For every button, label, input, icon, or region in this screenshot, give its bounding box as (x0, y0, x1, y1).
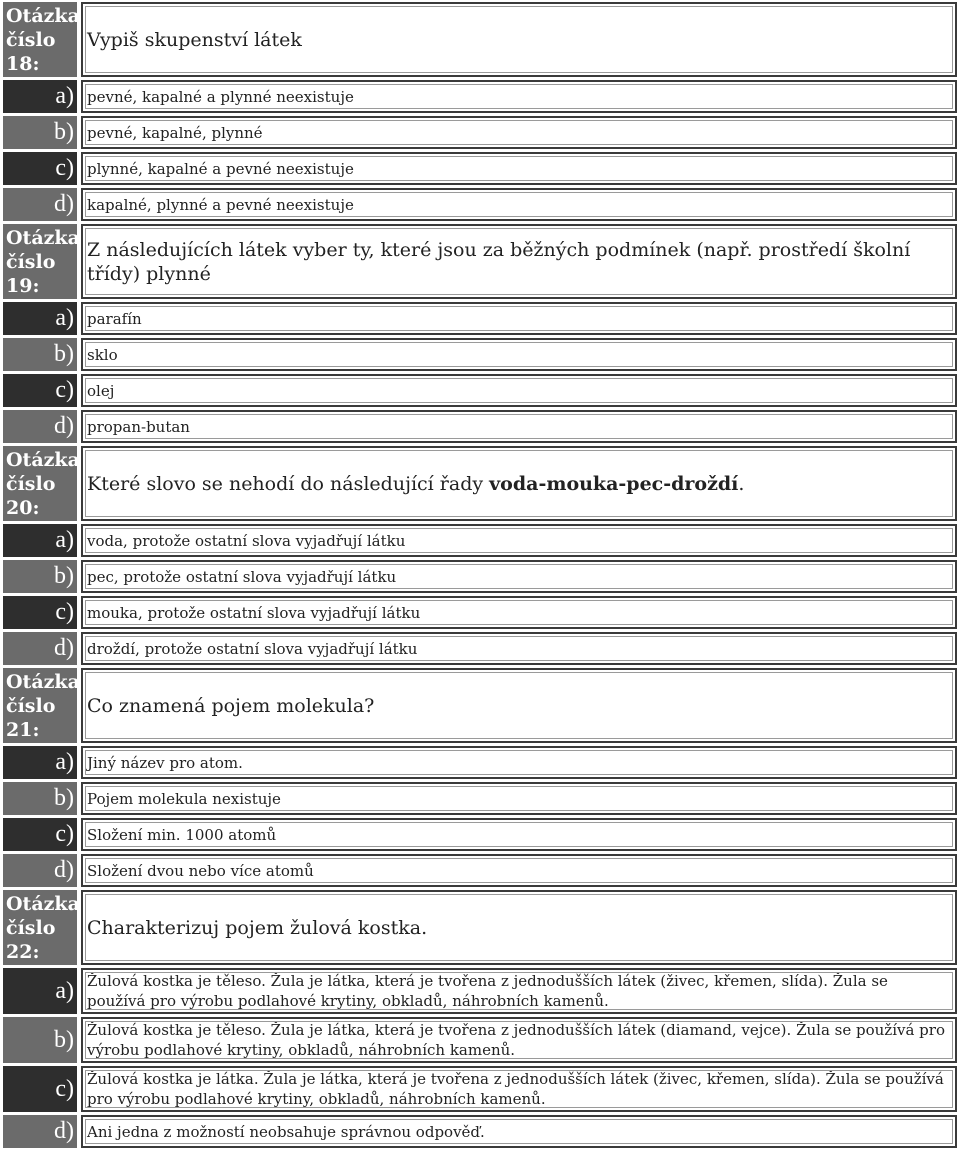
answer-text[interactable]: plynné, kapalné a pevné neexistuje (81, 152, 957, 185)
answer-option-row[interactable] (3, 1066, 957, 1112)
answer-option-row[interactable] (3, 632, 957, 665)
answer-letter: c) (3, 152, 77, 185)
answer-option-row[interactable] (3, 152, 957, 185)
question-number-label: Otázka číslo 22: (3, 890, 77, 965)
answer-option-row[interactable] (3, 854, 957, 887)
answer-option-row[interactable] (3, 782, 957, 815)
answer-letter: d) (3, 188, 77, 221)
question-19-header (3, 224, 957, 299)
answer-text[interactable]: propan-butan (81, 410, 957, 443)
answer-letter: b) (3, 782, 77, 815)
answer-text[interactable]: kapalné, plynné a pevné neexistuje (81, 188, 957, 221)
answer-option-row[interactable] (3, 560, 957, 593)
answer-option-row[interactable] (3, 410, 957, 443)
answer-text[interactable]: Žulová kostka je těleso. Žula je látka, která je tvořena z jednodušších látek (diamand, vejce). Žula se používá pro výrobu podlahové krytiny, obkladů, náhrobních kamenů. (81, 1017, 957, 1063)
answer-text[interactable]: Složení min. 1000 atomů (81, 818, 957, 851)
question-22-header (3, 890, 957, 965)
answer-letter: b) (3, 1017, 77, 1063)
answer-letter: c) (3, 1066, 77, 1112)
question-text-end: . (738, 472, 745, 495)
answer-letter: d) (3, 632, 77, 665)
answer-option-row[interactable] (3, 116, 957, 149)
answer-text[interactable]: sklo (81, 338, 957, 371)
question-number-label: Otázka číslo 19: (3, 224, 77, 299)
answer-text[interactable]: Složení dvou nebo více atomů (81, 854, 957, 887)
answer-letter: a) (3, 302, 77, 335)
question-18-header (3, 2, 957, 77)
answer-text[interactable]: olej (81, 374, 957, 407)
answer-letter: c) (3, 374, 77, 407)
answer-text[interactable]: Ani jedna z možností neobsahuje správnou odpověď. (81, 1115, 957, 1148)
answer-option-row[interactable] (3, 80, 957, 113)
question-text: Charakterizuj pojem žulová kostka. (81, 890, 957, 965)
question-text (81, 446, 957, 521)
answer-text[interactable]: Jiný název pro atom. (81, 746, 957, 779)
answer-letter: d) (3, 410, 77, 443)
question-21-header (3, 668, 957, 743)
answer-text[interactable]: voda, protože ostatní slova vyjadřují látku (81, 524, 957, 557)
answer-option-row[interactable] (3, 1115, 957, 1148)
question-text: Co znamená pojem molekula? (81, 668, 957, 743)
answer-option-row[interactable] (3, 188, 957, 221)
answer-text[interactable]: droždí, protože ostatní slova vyjadřují látku (81, 632, 957, 665)
answer-letter: b) (3, 338, 77, 371)
answer-letter: b) (3, 116, 77, 149)
answer-option-row[interactable] (3, 302, 957, 335)
answer-letter: d) (3, 1115, 77, 1148)
answer-letter: a) (3, 524, 77, 557)
question-number-label: Otázka číslo 21: (3, 668, 77, 743)
answer-option-row[interactable] (3, 968, 957, 1014)
answer-text[interactable]: Žulová kostka je látka. Žula je látka, která je tvořena z jednodušších látek (živec, křemen, slída). Žula se používá pro výrobu podlahové krytiny, obkladů, náhrobních kamenů. (81, 1066, 957, 1112)
question-text-plain: Které slovo se nehodí do následující řady (87, 472, 490, 495)
answer-option-row[interactable] (3, 596, 957, 629)
answer-option-row[interactable] (3, 374, 957, 407)
answer-text[interactable]: pec, protože ostatní slova vyjadřují látku (81, 560, 957, 593)
answer-text[interactable]: pevné, kapalné, plynné (81, 116, 957, 149)
question-number-label: Otázka číslo 20: (3, 446, 77, 521)
question-text-bold: voda-mouka-pec-droždí (489, 472, 739, 495)
answer-option-row[interactable] (3, 524, 957, 557)
answer-option-row[interactable] (3, 338, 957, 371)
answer-letter: a) (3, 80, 77, 113)
answer-letter: a) (3, 968, 77, 1014)
answer-option-row[interactable] (3, 746, 957, 779)
answer-option-row[interactable] (3, 818, 957, 851)
question-number-label: Otázka číslo 18: (3, 2, 77, 77)
question-text: Z následujících látek vyber ty, které jsou za běžných podmínek (např. prostředí školní třídy) plynné (81, 224, 957, 299)
answer-text[interactable]: Žulová kostka je těleso. Žula je látka, která je tvořena z jednodušších látek (živec, křemen, slída). Žula se používá pro výrobu podlahové krytiny, obkladů, náhrobních kamenů. (81, 968, 957, 1014)
answer-option-row[interactable] (3, 1017, 957, 1063)
answer-text[interactable]: mouka, protože ostatní slova vyjadřují látku (81, 596, 957, 629)
answer-letter: a) (3, 746, 77, 779)
answer-letter: c) (3, 596, 77, 629)
question-text: Vypiš skupenství látek (81, 2, 957, 77)
answer-text[interactable]: Pojem molekula nexistuje (81, 782, 957, 815)
answer-letter: d) (3, 854, 77, 887)
answer-letter: c) (3, 818, 77, 851)
answer-text[interactable]: parafín (81, 302, 957, 335)
question-20-header (3, 446, 957, 521)
answer-letter: b) (3, 560, 77, 593)
answer-text[interactable]: pevné, kapalné a plynné neexistuje (81, 80, 957, 113)
